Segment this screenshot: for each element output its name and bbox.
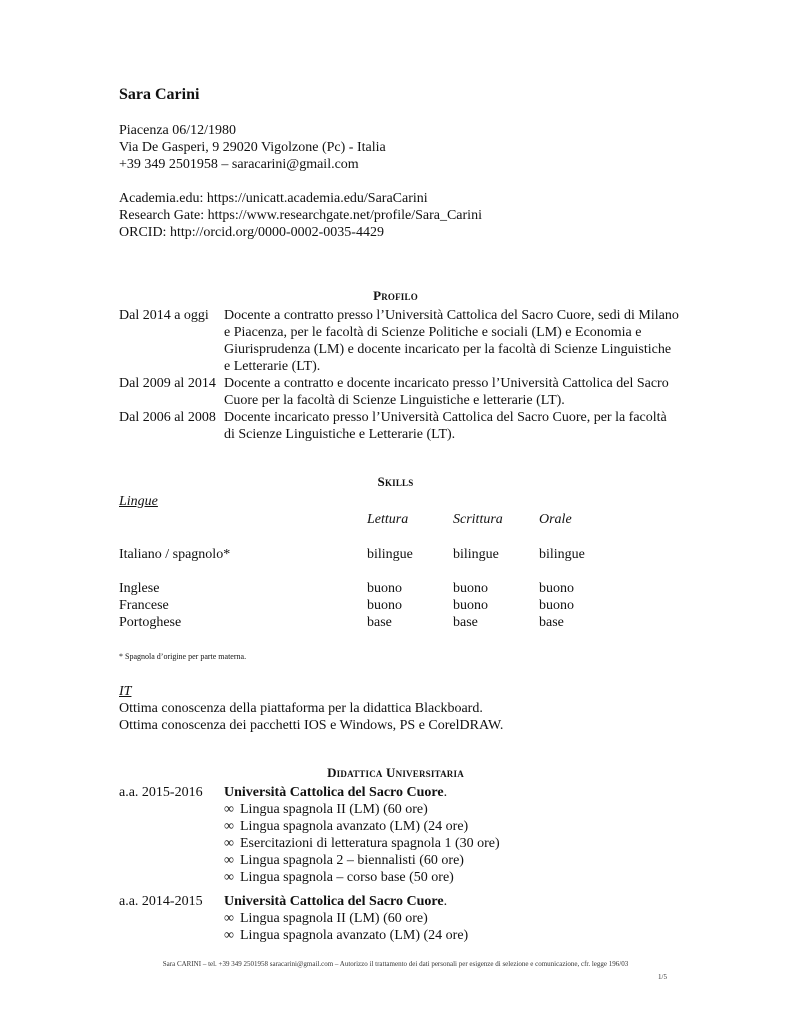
language-level: bilingue bbox=[453, 547, 499, 562]
page-footer: Sara CARINI – tel. +39 349 2501958 saracarini@gmail.com – Autorizzo il trattamento dei dati personali per esigenze di selezione e comunicazione, cfr. legge 196/03 bbox=[162, 960, 629, 968]
academia-link[interactable]: Academia.edu: https://unicatt.academia.edu/SaraCarini bbox=[119, 191, 428, 206]
language-level: buono bbox=[367, 581, 402, 596]
profile-item bbox=[119, 307, 679, 375]
infinity-bullet-icon: ∞ bbox=[224, 836, 234, 851]
language-level: buono bbox=[367, 598, 402, 613]
column-lettura: Lettura bbox=[367, 512, 409, 527]
profile-text: Docente incaricato presso l’Università Cattolica del Sacro Cuore, per la facoltà di Scienze Linguistiche e Letterarie (LT). bbox=[224, 410, 667, 442]
infinity-bullet-icon: ∞ bbox=[224, 819, 234, 834]
profile-text: Docente a contratto presso l’Università Cattolica del Sacro Cuore, sedi di Milano e Piacenza, per le facoltà di Scienze Politiche e sociali (LM) e Economia e Giurisprudenza (LM) e docente incaricato per la facoltà di Scienze Linguistiche e Letterarie (LT). bbox=[224, 308, 679, 374]
profile-period: Dal 2006 al 2008 bbox=[119, 410, 216, 425]
course-name: Lingua spagnola II (LM) (60 ore) bbox=[240, 802, 428, 817]
infinity-bullet-icon: ∞ bbox=[224, 928, 234, 943]
page-number: 1/5 bbox=[658, 973, 667, 981]
language-level: base bbox=[453, 615, 478, 630]
orcid-link[interactable]: ORCID: http://orcid.org/0000-0002-0035-4429 bbox=[119, 225, 384, 240]
course-item bbox=[224, 818, 468, 835]
university-name: Università Cattolica del Sacro Cuore bbox=[224, 785, 444, 800]
language-name: Portoghese bbox=[119, 615, 182, 630]
links-block bbox=[119, 190, 482, 241]
course-name: Lingua spagnola 2 – biennalisti (60 ore) bbox=[240, 853, 464, 868]
course-item bbox=[224, 910, 428, 927]
course-name: Lingua spagnola avanzato (LM) (24 ore) bbox=[240, 819, 469, 834]
language-level: buono bbox=[539, 581, 574, 596]
profile-item bbox=[119, 375, 679, 409]
language-level: buono bbox=[453, 581, 488, 596]
university-line bbox=[224, 784, 447, 801]
it-line: Ottima conoscenza dei pacchetti IOS e Windows, PS e CorelDRAW. bbox=[119, 718, 504, 733]
cv-name: Sara Carini bbox=[119, 86, 200, 103]
course-item bbox=[224, 835, 500, 852]
period-mark: . bbox=[443, 894, 448, 909]
profile-item bbox=[119, 409, 679, 443]
it-line: Ottima conoscenza della piattaforma per la didattica Blackboard. bbox=[119, 701, 483, 716]
language-level: buono bbox=[453, 598, 488, 613]
period-mark: . bbox=[443, 785, 448, 800]
language-level: buono bbox=[539, 598, 574, 613]
profile-text: Docente a contratto e docente incaricato presso l’Università Cattolica del Sacro Cuore per la facoltà di Scienze Linguistiche e letterarie (LT). bbox=[224, 376, 669, 408]
language-level: base bbox=[367, 615, 392, 630]
language-name: Italiano / spagnolo* bbox=[119, 547, 231, 562]
university-name: Università Cattolica del Sacro Cuore bbox=[224, 894, 444, 909]
academic-year: a.a. 2014-2015 bbox=[119, 894, 203, 909]
language-level: base bbox=[539, 615, 564, 630]
language-name: Inglese bbox=[119, 581, 160, 596]
course-item bbox=[224, 927, 468, 944]
infinity-bullet-icon: ∞ bbox=[224, 911, 234, 926]
course-name: Esercitazioni di letteratura spagnola 1 (30 ore) bbox=[240, 836, 500, 851]
didattica-heading: Didattica Universitaria bbox=[327, 765, 464, 780]
infinity-bullet-icon: ∞ bbox=[224, 853, 234, 868]
course-name: Lingua spagnola II (LM) (60 ore) bbox=[240, 911, 428, 926]
profile-heading: Profilo bbox=[373, 288, 418, 303]
contact-block bbox=[119, 122, 386, 173]
course-item bbox=[224, 801, 428, 818]
language-level: bilingue bbox=[367, 547, 413, 562]
lingue-title: Lingue bbox=[119, 494, 158, 509]
university-line bbox=[224, 893, 447, 910]
column-scrittura: Scrittura bbox=[453, 512, 503, 527]
phone-email: +39 349 2501958 – saracarini@gmail.com bbox=[119, 157, 359, 172]
course-name: Lingua spagnola – corso base (50 ore) bbox=[240, 870, 454, 885]
language-level: bilingue bbox=[539, 547, 585, 562]
academic-year: a.a. 2015-2016 bbox=[119, 785, 203, 800]
birth-info: Piacenza 06/12/1980 bbox=[119, 123, 237, 138]
column-orale: Orale bbox=[539, 512, 572, 527]
profile-period: Dal 2014 a oggi bbox=[119, 308, 209, 323]
language-name: Francese bbox=[119, 598, 169, 613]
profile-period: Dal 2009 al 2014 bbox=[119, 376, 216, 391]
it-title: IT bbox=[119, 684, 132, 699]
course-name: Lingua spagnola avanzato (LM) (24 ore) bbox=[240, 928, 469, 943]
researchgate-link[interactable]: Research Gate: https://www.researchgate.net/profile/Sara_Carini bbox=[119, 208, 482, 223]
language-footnote: * Spagnola d’origine per parte materna. bbox=[119, 652, 247, 661]
infinity-bullet-icon: ∞ bbox=[224, 802, 234, 817]
infinity-bullet-icon: ∞ bbox=[224, 870, 234, 885]
course-item bbox=[224, 852, 464, 869]
skills-heading: Skills bbox=[377, 474, 414, 489]
address: Via De Gasperi, 9 29020 Vigolzone (Pc) - Italia bbox=[119, 140, 386, 155]
course-item bbox=[224, 869, 454, 886]
